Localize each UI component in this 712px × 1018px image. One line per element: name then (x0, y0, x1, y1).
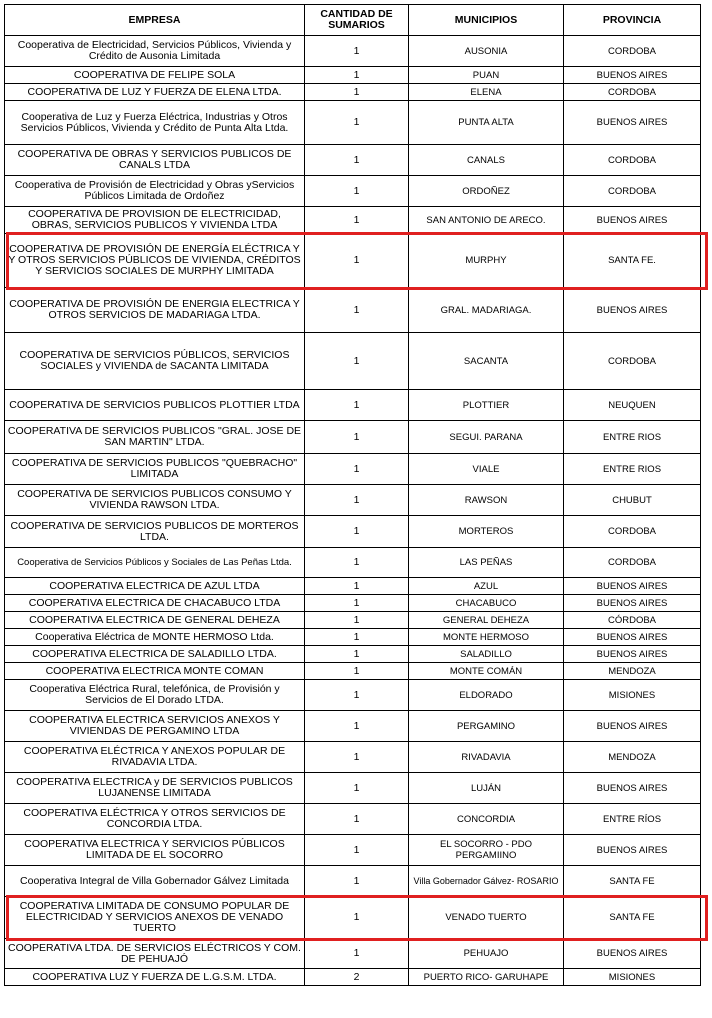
count-cell: 1 (305, 207, 409, 234)
province-cell: CÓRDOBA (564, 612, 701, 629)
company-cell: COOPERATIVA ELECTRICA DE AZUL LTDA (5, 578, 305, 595)
table-row (5, 288, 701, 333)
count-cell: 1 (305, 485, 409, 516)
company-cell: COOPERATIVA ELÉCTRICA Y OTROS SERVICIOS DE CONCORDIA LTDA. (5, 804, 305, 835)
table-row (5, 454, 701, 485)
province-cell: BUENOS AIRES (564, 595, 701, 612)
company-cell: Cooperativa de Provisión de Electricidad y Obras yServicios Públicos Limitada de Ordoñez (5, 176, 305, 207)
count-cell: 1 (305, 646, 409, 663)
table-row (5, 333, 701, 390)
municipality-cell: EL SOCORRO - PDO PERGAMIINO (409, 835, 564, 866)
municipality-cell: CANALS (409, 145, 564, 176)
province-cell: BUENOS AIRES (564, 207, 701, 234)
count-cell: 1 (305, 612, 409, 629)
company-cell: Cooperativa Eléctrica Rural, telefónica, de Provisión y Servicios de El Dorado LTDA. (5, 680, 305, 711)
company-cell: COOPERATIVA DE FELIPE SOLA (5, 67, 305, 84)
municipality-cell: AUSONIA (409, 36, 564, 67)
municipality-cell: SEGUI. PARANA (409, 421, 564, 454)
company-cell: COOPERATIVA ELECTRICA y DE SERVICIOS PUBLICOS LUJANENSE LIMITADA (5, 773, 305, 804)
table-row (5, 969, 701, 986)
company-cell: COOPERATIVA ELECTRICA Y SERVICIOS PÚBLICOS LIMITADA DE EL SOCORRO (5, 835, 305, 866)
count-cell: 1 (305, 67, 409, 84)
province-cell: SANTA FE (564, 866, 701, 897)
province-cell: BUENOS AIRES (564, 288, 701, 333)
count-cell: 1 (305, 629, 409, 646)
table-row (5, 629, 701, 646)
table-row (5, 485, 701, 516)
table-row (5, 145, 701, 176)
municipality-cell: ELDORADO (409, 680, 564, 711)
table-row (5, 390, 701, 421)
province-cell: BUENOS AIRES (564, 578, 701, 595)
municipality-cell: PERGAMINO (409, 711, 564, 742)
municipality-cell: RAWSON (409, 485, 564, 516)
company-cell: COOPERATIVA ELECTRICA MONTE COMAN (5, 663, 305, 680)
province-cell: SANTA FE. (564, 234, 701, 288)
table-row (5, 548, 701, 578)
municipality-cell: PEHUAJO (409, 939, 564, 969)
count-cell: 1 (305, 835, 409, 866)
province-cell: MISIONES (564, 680, 701, 711)
municipality-cell: PUAN (409, 67, 564, 84)
table-row (5, 595, 701, 612)
municipality-cell: RIVADAVIA (409, 742, 564, 773)
count-cell: 1 (305, 548, 409, 578)
municipality-cell: LUJÁN (409, 773, 564, 804)
province-cell: CORDOBA (564, 84, 701, 101)
table-row (5, 646, 701, 663)
table-row (5, 939, 701, 969)
table-row (5, 176, 701, 207)
header-municipios: MUNICIPIOS (409, 5, 564, 36)
header-provincia: PROVINCIA (564, 5, 701, 36)
company-cell: COOPERATIVA DE LUZ Y FUERZA DE ELENA LTDA. (5, 84, 305, 101)
company-cell: COOPERATIVA LIMITADA DE CONSUMO POPULAR DE ELECTRICIDAD Y SERVICIOS ANEXOS DE VENADO TUERTO (5, 897, 305, 939)
table-row (5, 101, 701, 145)
count-cell: 1 (305, 390, 409, 421)
company-cell: COOPERATIVA DE SERVICIOS PUBLICOS CONSUMO Y VIVIENDA RAWSON LTDA. (5, 485, 305, 516)
count-cell: 2 (305, 969, 409, 986)
municipality-cell: PUERTO RICO- GARUHAPE (409, 969, 564, 986)
province-cell: CORDOBA (564, 516, 701, 548)
municipality-cell: GRAL. MADARIAGA. (409, 288, 564, 333)
count-cell: 1 (305, 897, 409, 939)
municipality-cell: CONCORDIA (409, 804, 564, 835)
company-cell: COOPERATIVA DE PROVISIÓN DE ENERGÍA ELÉCTRICA Y Y OTROS SERVICIOS PÚBLICOS DE VIVIENDA, CRÉDITOS Y SERVICIOS SOCIALES DE MURPHY LIMITADA (5, 234, 305, 288)
municipality-cell: LAS PEÑAS (409, 548, 564, 578)
company-cell: COOPERATIVA DE PROVISIÓN DE ENERGIA ELECTRICA Y OTROS SERVICIOS DE MADARIAGA LTDA. (5, 288, 305, 333)
table-row (5, 773, 701, 804)
count-cell: 1 (305, 234, 409, 288)
table-row (5, 897, 701, 939)
municipality-cell: VIALE (409, 454, 564, 485)
company-cell: COOPERATIVA ELECTRICA DE GENERAL DEHEZA (5, 612, 305, 629)
province-cell: ENTRE RIOS (564, 454, 701, 485)
count-cell: 1 (305, 711, 409, 742)
table-row (5, 835, 701, 866)
company-cell: Cooperativa Eléctrica de MONTE HERMOSO Ltda. (5, 629, 305, 646)
document-page (4, 4, 701, 986)
table-row (5, 421, 701, 454)
count-cell: 1 (305, 595, 409, 612)
company-cell: Cooperativa de Luz y Fuerza Eléctrica, Industrias y Otros Servicios Públicos, Vivienda y Crédito de Punta Alta Ltda. (5, 101, 305, 145)
table-row (5, 680, 701, 711)
province-cell: CORDOBA (564, 548, 701, 578)
company-cell: COOPERATIVA ELECTRICA DE SALADILLO LTDA. (5, 646, 305, 663)
table-row (5, 516, 701, 548)
company-cell: COOPERATIVA DE SERVICIOS PÚBLICOS, SERVICIOS SOCIALES y VIVIENDA de SACANTA LIMITADA (5, 333, 305, 390)
province-cell: CHUBUT (564, 485, 701, 516)
count-cell: 1 (305, 866, 409, 897)
province-cell: ENTRE RÍOS (564, 804, 701, 835)
municipality-cell: PUNTA ALTA (409, 101, 564, 145)
municipality-cell: AZUL (409, 578, 564, 595)
municipality-cell: SALADILLO (409, 646, 564, 663)
count-cell: 1 (305, 939, 409, 969)
count-cell: 1 (305, 421, 409, 454)
table-row (5, 36, 701, 67)
municipality-cell: SACANTA (409, 333, 564, 390)
table-row (5, 804, 701, 835)
table-row (5, 207, 701, 234)
table-row (5, 663, 701, 680)
header-empresa: EMPRESA (5, 5, 305, 36)
company-cell: Cooperativa de Electricidad, Servicios Públicos, Vivienda y Crédito de Ausonia Limitada (5, 36, 305, 67)
province-cell: ENTRE RIOS (564, 421, 701, 454)
province-cell: MENDOZA (564, 742, 701, 773)
municipality-cell: SAN ANTONIO DE ARECO. (409, 207, 564, 234)
company-cell: COOPERATIVA DE SERVICIOS PUBLICOS "GRAL. JOSE DE SAN MARTIN" LTDA. (5, 421, 305, 454)
province-cell: NEUQUEN (564, 390, 701, 421)
province-cell: BUENOS AIRES (564, 835, 701, 866)
province-cell: BUENOS AIRES (564, 711, 701, 742)
province-cell: SANTA FE (564, 897, 701, 939)
municipality-cell: CHACABUCO (409, 595, 564, 612)
company-cell: COOPERATIVA DE SERVICIOS PUBLICOS DE MORTEROS LTDA. (5, 516, 305, 548)
count-cell: 1 (305, 454, 409, 485)
company-cell: COOPERATIVA LTDA. DE SERVICIOS ELÉCTRICOS Y COM. DE PEHUAJÓ (5, 939, 305, 969)
table-row (5, 578, 701, 595)
municipality-cell: Villa Gobernador Gálvez- ROSARIO (409, 866, 564, 897)
company-cell: COOPERATIVA ELÉCTRICA Y ANEXOS POPULAR DE RIVADAVIA LTDA. (5, 742, 305, 773)
company-cell: COOPERATIVA LUZ Y FUERZA DE L.G.S.M. LTDA. (5, 969, 305, 986)
municipality-cell: ELENA (409, 84, 564, 101)
company-cell: COOPERATIVA DE OBRAS Y SERVICIOS PUBLICOS DE CANALS LTDA (5, 145, 305, 176)
count-cell: 1 (305, 663, 409, 680)
province-cell: BUENOS AIRES (564, 629, 701, 646)
sumarios-table (4, 4, 701, 986)
company-cell: COOPERATIVA DE PROVISION DE ELECTRICIDAD, OBRAS, SERVICIOS PUBLICOS Y VIVIENDA LTDA (5, 207, 305, 234)
table-row (5, 711, 701, 742)
company-cell: Cooperativa Integral de Villa Gobernador Gálvez Limitada (5, 866, 305, 897)
province-cell: BUENOS AIRES (564, 939, 701, 969)
company-cell: Cooperativa de Servicios Públicos y Sociales de Las Peñas Ltda. (5, 548, 305, 578)
municipality-cell: GENERAL DEHEZA (409, 612, 564, 629)
company-cell: COOPERATIVA DE SERVICIOS PUBLICOS PLOTTIER LTDA (5, 390, 305, 421)
province-cell: MISIONES (564, 969, 701, 986)
count-cell: 1 (305, 804, 409, 835)
count-cell: 1 (305, 578, 409, 595)
table-row (5, 866, 701, 897)
table-row (5, 234, 701, 288)
province-cell: BUENOS AIRES (564, 646, 701, 663)
municipality-cell: MONTE HERMOSO (409, 629, 564, 646)
count-cell: 1 (305, 36, 409, 67)
count-cell: 1 (305, 176, 409, 207)
province-cell: BUENOS AIRES (564, 773, 701, 804)
count-cell: 1 (305, 516, 409, 548)
count-cell: 1 (305, 84, 409, 101)
province-cell: MENDOZA (564, 663, 701, 680)
municipality-cell: VENADO TUERTO (409, 897, 564, 939)
company-cell: COOPERATIVA ELECTRICA SERVICIOS ANEXOS Y VIVIENDAS DE PERGAMINO LTDA (5, 711, 305, 742)
province-cell: CORDOBA (564, 36, 701, 67)
province-cell: CORDOBA (564, 333, 701, 390)
municipality-cell: ORDOÑEZ (409, 176, 564, 207)
province-cell: CORDOBA (564, 176, 701, 207)
count-cell: 1 (305, 773, 409, 804)
province-cell: CORDOBA (564, 145, 701, 176)
count-cell: 1 (305, 288, 409, 333)
municipality-cell: MURPHY (409, 234, 564, 288)
count-cell: 1 (305, 742, 409, 773)
table-header-row (5, 5, 701, 36)
table-row (5, 67, 701, 84)
count-cell: 1 (305, 145, 409, 176)
count-cell: 1 (305, 333, 409, 390)
header-cantidad: CANTIDAD DE SUMARIOS (305, 5, 409, 36)
municipality-cell: MORTEROS (409, 516, 564, 548)
count-cell: 1 (305, 680, 409, 711)
table-row (5, 84, 701, 101)
company-cell: COOPERATIVA DE SERVICIOS PUBLICOS "QUEBRACHO" LIMITADA (5, 454, 305, 485)
table-row (5, 742, 701, 773)
municipality-cell: PLOTTIER (409, 390, 564, 421)
company-cell: COOPERATIVA ELECTRICA DE CHACABUCO LTDA (5, 595, 305, 612)
table-row (5, 612, 701, 629)
province-cell: BUENOS AIRES (564, 101, 701, 145)
municipality-cell: MONTE COMÁN (409, 663, 564, 680)
count-cell: 1 (305, 101, 409, 145)
province-cell: BUENOS AIRES (564, 67, 701, 84)
